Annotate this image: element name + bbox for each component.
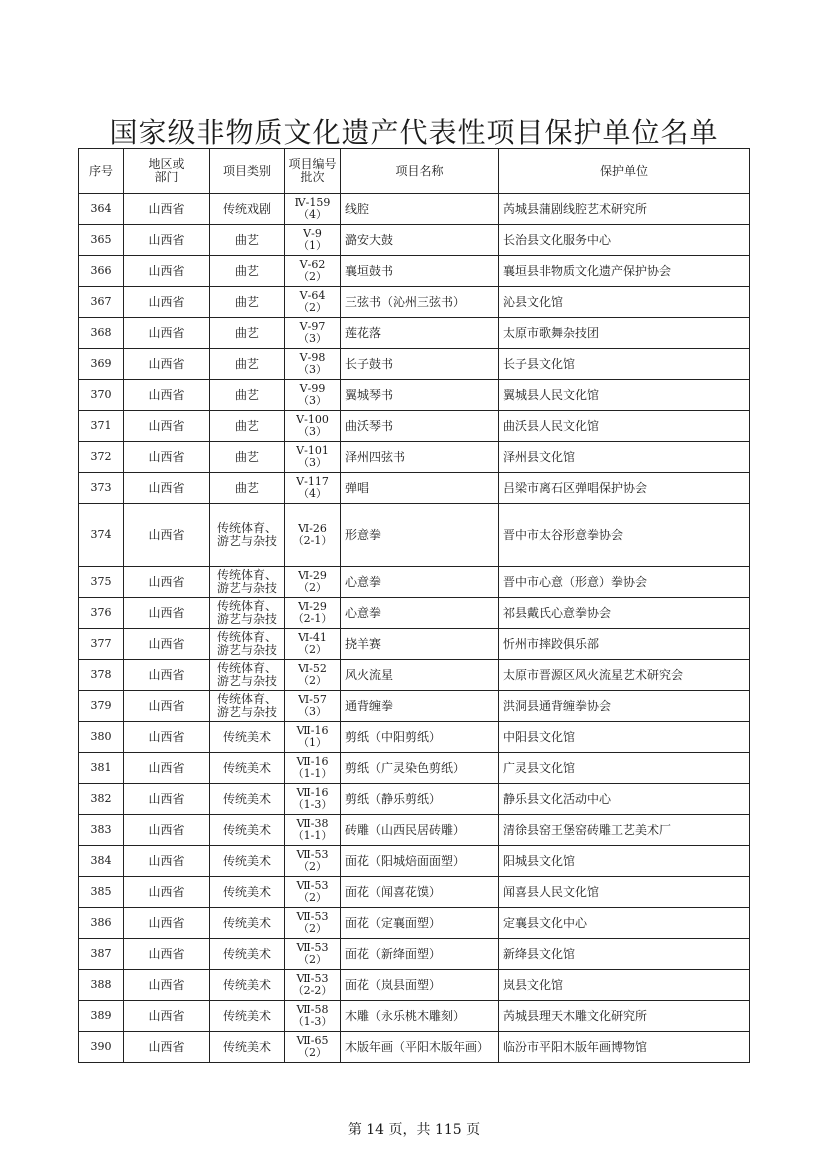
cell-category bbox=[210, 411, 285, 442]
cell-code bbox=[285, 1001, 341, 1032]
cell-seq: 381 bbox=[79, 753, 124, 784]
cell-code-number: Ⅴ-64 bbox=[299, 289, 326, 302]
cell-region: 山西省 bbox=[124, 380, 210, 411]
cell-seq: 377 bbox=[79, 629, 124, 660]
cell-unit: 祁县戴氏心意拳协会 bbox=[499, 598, 750, 629]
cell-code-number: Ⅶ-53 bbox=[296, 848, 329, 861]
table-row bbox=[79, 504, 750, 567]
cell-category bbox=[210, 691, 285, 722]
cell-category bbox=[210, 1001, 285, 1032]
cell-category-line1: 传统美术 bbox=[222, 1008, 271, 1023]
cell-code bbox=[285, 815, 341, 846]
heritage-table bbox=[78, 148, 750, 1063]
cell-code-batch: （1） bbox=[298, 736, 327, 749]
cell-category-line1: 曲艺 bbox=[234, 480, 259, 495]
cell-unit: 中阳县文化馆 bbox=[499, 722, 750, 753]
cell-category-line2: 游艺与杂技 bbox=[216, 674, 277, 688]
cell-name: 襄垣鼓书 bbox=[341, 256, 499, 287]
cell-code-batch: （2） bbox=[298, 270, 327, 283]
cell-code-number: Ⅶ-65 bbox=[296, 1034, 329, 1047]
cell-category bbox=[210, 1032, 285, 1063]
cell-category-line1: 传统体育、 bbox=[216, 630, 277, 644]
cell-code bbox=[285, 939, 341, 970]
cell-code-batch: （2） bbox=[298, 1046, 327, 1059]
cell-code-number: Ⅴ-100 bbox=[296, 413, 329, 426]
cell-category-line1: 传统体育、 bbox=[216, 692, 277, 706]
cell-category bbox=[210, 567, 285, 598]
cell-unit: 清徐县窑王堡窑砖雕工艺美术厂 bbox=[499, 815, 750, 846]
cell-category bbox=[210, 908, 285, 939]
cell-region: 山西省 bbox=[124, 970, 210, 1001]
cell-category-line2: 游艺与杂技 bbox=[216, 534, 277, 548]
cell-code-number: Ⅴ-101 bbox=[296, 444, 329, 457]
table-row bbox=[79, 256, 750, 287]
cell-region: 山西省 bbox=[124, 411, 210, 442]
cell-unit: 芮城县蒲剧线腔艺术研究所 bbox=[499, 194, 750, 225]
cell-code-batch: （3） bbox=[298, 332, 327, 345]
cell-category-line1: 传统美术 bbox=[222, 977, 271, 992]
cell-region: 山西省 bbox=[124, 442, 210, 473]
cell-code bbox=[285, 753, 341, 784]
header-code-line2: 批次 bbox=[300, 170, 325, 184]
cell-region: 山西省 bbox=[124, 691, 210, 722]
cell-category-line1: 传统体育、 bbox=[216, 521, 277, 535]
cell-name: 挠羊赛 bbox=[341, 629, 499, 660]
cell-unit: 芮城县理天木雕文化研究所 bbox=[499, 1001, 750, 1032]
cell-code bbox=[285, 442, 341, 473]
cell-category-line1: 传统体育、 bbox=[216, 661, 277, 675]
cell-region: 山西省 bbox=[124, 194, 210, 225]
cell-category bbox=[210, 194, 285, 225]
table-row bbox=[79, 1001, 750, 1032]
cell-unit: 长治县文化服务中心 bbox=[499, 225, 750, 256]
cell-seq: 365 bbox=[79, 225, 124, 256]
cell-seq: 369 bbox=[79, 349, 124, 380]
cell-seq: 378 bbox=[79, 660, 124, 691]
cell-code-batch: （1-1） bbox=[292, 767, 333, 780]
table-row bbox=[79, 722, 750, 753]
cell-unit: 太原市晋源区风火流星艺术研究会 bbox=[499, 660, 750, 691]
cell-unit: 定襄县文化中心 bbox=[499, 908, 750, 939]
cell-code bbox=[285, 691, 341, 722]
cell-unit: 太原市歌舞杂技团 bbox=[499, 318, 750, 349]
cell-code-number: Ⅶ-16 bbox=[296, 786, 329, 799]
cell-category bbox=[210, 722, 285, 753]
table-row bbox=[79, 784, 750, 815]
cell-region: 山西省 bbox=[124, 660, 210, 691]
cell-seq: 371 bbox=[79, 411, 124, 442]
page-footer: 第 14 页，共 115 页 bbox=[347, 1122, 481, 1138]
cell-code-batch: （4） bbox=[298, 208, 327, 221]
cell-category-line1: 曲艺 bbox=[234, 294, 259, 309]
cell-region: 山西省 bbox=[124, 567, 210, 598]
cell-seq: 368 bbox=[79, 318, 124, 349]
table-row bbox=[79, 660, 750, 691]
cell-code-batch: （2-2） bbox=[292, 984, 333, 997]
cell-category-line1: 传统美术 bbox=[222, 1039, 271, 1054]
cell-category-line2: 游艺与杂技 bbox=[216, 581, 277, 595]
cell-code bbox=[285, 194, 341, 225]
cell-unit: 闻喜县人民文化馆 bbox=[499, 877, 750, 908]
cell-region: 山西省 bbox=[124, 225, 210, 256]
cell-code-batch: （3） bbox=[298, 456, 327, 469]
cell-name: 剪纸（广灵染色剪纸） bbox=[341, 753, 499, 784]
cell-code-batch: （2） bbox=[298, 674, 327, 687]
cell-name: 剪纸（静乐剪纸） bbox=[341, 784, 499, 815]
cell-code-batch: （2） bbox=[298, 643, 327, 656]
cell-seq: 375 bbox=[79, 567, 124, 598]
cell-code-batch: （2） bbox=[298, 301, 327, 314]
table-row bbox=[79, 939, 750, 970]
cell-category-line1: 曲艺 bbox=[234, 387, 259, 402]
cell-code-batch: （1-3） bbox=[292, 1015, 333, 1028]
cell-name: 面花（闻喜花馍） bbox=[341, 877, 499, 908]
cell-code-batch: （4） bbox=[298, 487, 327, 500]
cell-unit: 静乐县文化活动中心 bbox=[499, 784, 750, 815]
cell-category bbox=[210, 753, 285, 784]
cell-category-line1: 传统美术 bbox=[222, 915, 271, 930]
cell-code bbox=[285, 473, 341, 504]
cell-code bbox=[285, 504, 341, 567]
cell-code-number: Ⅶ-53 bbox=[296, 879, 329, 892]
cell-seq: 387 bbox=[79, 939, 124, 970]
cell-category-line1: 传统美术 bbox=[222, 791, 271, 806]
table-row bbox=[79, 815, 750, 846]
cell-code-number: Ⅴ-98 bbox=[299, 351, 326, 364]
cell-category-line1: 曲艺 bbox=[234, 325, 259, 340]
cell-code-number: Ⅵ-52 bbox=[298, 662, 327, 675]
cell-unit: 新绛县文化馆 bbox=[499, 939, 750, 970]
cell-category bbox=[210, 504, 285, 567]
cell-unit: 晋中市心意（形意）拳协会 bbox=[499, 567, 750, 598]
cell-seq: 364 bbox=[79, 194, 124, 225]
cell-unit: 临汾市平阳木版年画博物馆 bbox=[499, 1032, 750, 1063]
cell-category-line2: 游艺与杂技 bbox=[216, 612, 277, 626]
cell-unit: 晋中市太谷形意拳协会 bbox=[499, 504, 750, 567]
cell-code bbox=[285, 784, 341, 815]
table-row bbox=[79, 1032, 750, 1063]
header-unit: 保护单位 bbox=[499, 149, 750, 194]
cell-seq: 389 bbox=[79, 1001, 124, 1032]
table-row bbox=[79, 908, 750, 939]
cell-region: 山西省 bbox=[124, 473, 210, 504]
cell-seq: 380 bbox=[79, 722, 124, 753]
cell-unit: 长子县文化馆 bbox=[499, 349, 750, 380]
cell-name: 线腔 bbox=[341, 194, 499, 225]
cell-name: 心意拳 bbox=[341, 567, 499, 598]
cell-unit: 沁县文化馆 bbox=[499, 287, 750, 318]
cell-code bbox=[285, 225, 341, 256]
cell-code-number: Ⅳ-159 bbox=[294, 196, 331, 209]
cell-seq: 367 bbox=[79, 287, 124, 318]
cell-category bbox=[210, 318, 285, 349]
cell-code-batch: （2） bbox=[298, 953, 327, 966]
cell-unit: 曲沃县人民文化馆 bbox=[499, 411, 750, 442]
cell-region: 山西省 bbox=[124, 629, 210, 660]
cell-name: 木雕（永乐桃木雕刻） bbox=[341, 1001, 499, 1032]
cell-category bbox=[210, 970, 285, 1001]
table-row bbox=[79, 846, 750, 877]
table-row bbox=[79, 629, 750, 660]
cell-code-number: Ⅵ-29 bbox=[298, 569, 327, 582]
header-code-line1: 项目编号 bbox=[288, 157, 337, 171]
table-row bbox=[79, 287, 750, 318]
cell-category-line1: 曲艺 bbox=[234, 449, 259, 464]
cell-name: 莲花落 bbox=[341, 318, 499, 349]
header-region bbox=[124, 149, 210, 194]
cell-name: 三弦书（沁州三弦书） bbox=[341, 287, 499, 318]
header-seq: 序号 bbox=[79, 149, 124, 194]
cell-seq: 372 bbox=[79, 442, 124, 473]
cell-category bbox=[210, 442, 285, 473]
cell-seq: 370 bbox=[79, 380, 124, 411]
cell-code-number: Ⅶ-53 bbox=[296, 972, 329, 985]
cell-code-batch: （3） bbox=[298, 394, 327, 407]
cell-category-line1: 传统体育、 bbox=[216, 568, 277, 582]
cell-code bbox=[285, 1032, 341, 1063]
table-row bbox=[79, 753, 750, 784]
table-row bbox=[79, 473, 750, 504]
cell-code-number: Ⅵ-41 bbox=[298, 631, 327, 644]
cell-category bbox=[210, 380, 285, 411]
cell-region: 山西省 bbox=[124, 287, 210, 318]
cell-unit: 翼城县人民文化馆 bbox=[499, 380, 750, 411]
header-region-line1: 地区或 bbox=[148, 157, 185, 171]
cell-code-number: Ⅶ-38 bbox=[296, 817, 329, 830]
cell-unit: 忻州市摔跤俱乐部 bbox=[499, 629, 750, 660]
cell-region: 山西省 bbox=[124, 846, 210, 877]
cell-category-line1: 传统戏剧 bbox=[222, 201, 271, 216]
cell-name: 翼城琴书 bbox=[341, 380, 499, 411]
cell-name: 面花（岚县面塑） bbox=[341, 970, 499, 1001]
cell-unit: 岚县文化馆 bbox=[499, 970, 750, 1001]
table-row bbox=[79, 318, 750, 349]
header-name: 项目名称 bbox=[341, 149, 499, 194]
cell-category-line2: 游艺与杂技 bbox=[216, 705, 277, 719]
header-region-line2: 部门 bbox=[154, 170, 179, 184]
cell-name: 形意拳 bbox=[341, 504, 499, 567]
cell-name: 木版年画（平阳木版年画） bbox=[341, 1032, 499, 1063]
cell-region: 山西省 bbox=[124, 815, 210, 846]
cell-category-line1: 传统美术 bbox=[222, 760, 271, 775]
cell-category-line1: 传统美术 bbox=[222, 822, 271, 837]
cell-code bbox=[285, 411, 341, 442]
cell-region: 山西省 bbox=[124, 1001, 210, 1032]
table-row bbox=[79, 970, 750, 1001]
table-row bbox=[79, 349, 750, 380]
cell-seq: 376 bbox=[79, 598, 124, 629]
header-code bbox=[285, 149, 341, 194]
cell-code-batch: （2） bbox=[298, 860, 327, 873]
cell-category bbox=[210, 815, 285, 846]
cell-name: 弹唱 bbox=[341, 473, 499, 504]
cell-code bbox=[285, 598, 341, 629]
cell-category bbox=[210, 473, 285, 504]
cell-code-batch: （2-1） bbox=[292, 612, 333, 625]
cell-code-number: Ⅶ-53 bbox=[296, 910, 329, 923]
cell-region: 山西省 bbox=[124, 939, 210, 970]
cell-category-line1: 曲艺 bbox=[234, 232, 259, 247]
cell-seq: 379 bbox=[79, 691, 124, 722]
cell-seq: 386 bbox=[79, 908, 124, 939]
cell-category bbox=[210, 846, 285, 877]
cell-name: 心意拳 bbox=[341, 598, 499, 629]
cell-code-number: Ⅴ-99 bbox=[299, 382, 326, 395]
cell-region: 山西省 bbox=[124, 1032, 210, 1063]
cell-code-batch: （3） bbox=[298, 363, 327, 376]
cell-region: 山西省 bbox=[124, 784, 210, 815]
cell-category bbox=[210, 225, 285, 256]
table-row bbox=[79, 877, 750, 908]
page-title: 国家级非物质文化遗产代表性项目保护单位名单 bbox=[109, 115, 719, 149]
cell-seq: 388 bbox=[79, 970, 124, 1001]
cell-category-line1: 传统美术 bbox=[222, 884, 271, 899]
cell-region: 山西省 bbox=[124, 753, 210, 784]
cell-region: 山西省 bbox=[124, 349, 210, 380]
cell-region: 山西省 bbox=[124, 318, 210, 349]
cell-name: 面花（新绛面塑） bbox=[341, 939, 499, 970]
cell-category-line1: 曲艺 bbox=[234, 418, 259, 433]
cell-code-number: Ⅴ-62 bbox=[299, 258, 326, 271]
cell-code-batch: （3） bbox=[298, 705, 327, 718]
cell-category-line1: 曲艺 bbox=[234, 356, 259, 371]
cell-seq: 383 bbox=[79, 815, 124, 846]
cell-code bbox=[285, 318, 341, 349]
cell-seq: 373 bbox=[79, 473, 124, 504]
table-row bbox=[79, 691, 750, 722]
cell-code-number: Ⅴ-117 bbox=[296, 475, 329, 488]
cell-code bbox=[285, 846, 341, 877]
cell-code-batch: （1-1） bbox=[292, 829, 333, 842]
cell-category bbox=[210, 939, 285, 970]
cell-category-line1: 传统美术 bbox=[222, 729, 271, 744]
cell-region: 山西省 bbox=[124, 722, 210, 753]
cell-code bbox=[285, 567, 341, 598]
table-row bbox=[79, 411, 750, 442]
cell-category bbox=[210, 877, 285, 908]
table-row bbox=[79, 442, 750, 473]
cell-unit: 洪洞县通背缠拳协会 bbox=[499, 691, 750, 722]
cell-code-number: Ⅶ-58 bbox=[296, 1003, 329, 1016]
cell-unit: 吕梁市离石区弹唱保护协会 bbox=[499, 473, 750, 504]
cell-code-number: Ⅴ-9 bbox=[303, 227, 322, 240]
cell-code-number: Ⅶ-16 bbox=[296, 724, 329, 737]
cell-code bbox=[285, 877, 341, 908]
cell-code bbox=[285, 629, 341, 660]
cell-name: 泽州四弦书 bbox=[341, 442, 499, 473]
cell-code-batch: （2） bbox=[298, 891, 327, 904]
cell-unit: 广灵县文化馆 bbox=[499, 753, 750, 784]
cell-name: 潞安大鼓 bbox=[341, 225, 499, 256]
table-row bbox=[79, 225, 750, 256]
cell-category bbox=[210, 598, 285, 629]
cell-seq: 374 bbox=[79, 504, 124, 567]
cell-code-number: Ⅵ-29 bbox=[298, 600, 327, 613]
cell-region: 山西省 bbox=[124, 598, 210, 629]
cell-code-batch: （1-3） bbox=[292, 798, 333, 811]
cell-category bbox=[210, 256, 285, 287]
table-row bbox=[79, 380, 750, 411]
cell-code-number: Ⅴ-97 bbox=[299, 320, 326, 333]
cell-category bbox=[210, 349, 285, 380]
cell-seq: 366 bbox=[79, 256, 124, 287]
cell-code bbox=[285, 970, 341, 1001]
cell-seq: 385 bbox=[79, 877, 124, 908]
cell-name: 剪纸（中阳剪纸） bbox=[341, 722, 499, 753]
cell-seq: 382 bbox=[79, 784, 124, 815]
cell-category-line1: 曲艺 bbox=[234, 263, 259, 278]
cell-code-number: Ⅶ-53 bbox=[296, 941, 329, 954]
cell-category-line1: 传统美术 bbox=[222, 946, 271, 961]
cell-name: 曲沃琴书 bbox=[341, 411, 499, 442]
cell-category bbox=[210, 629, 285, 660]
table-header-row bbox=[79, 149, 750, 194]
cell-name: 面花（阳城焙面面塑） bbox=[341, 846, 499, 877]
cell-category bbox=[210, 287, 285, 318]
table-row bbox=[79, 567, 750, 598]
cell-name: 长子鼓书 bbox=[341, 349, 499, 380]
cell-seq: 390 bbox=[79, 1032, 124, 1063]
cell-unit: 阳城县文化馆 bbox=[499, 846, 750, 877]
header-category: 项目类别 bbox=[210, 149, 285, 194]
cell-code-number: Ⅵ-57 bbox=[298, 693, 327, 706]
cell-region: 山西省 bbox=[124, 877, 210, 908]
cell-unit: 襄垣县非物质文化遗产保护协会 bbox=[499, 256, 750, 287]
cell-name: 通背缠拳 bbox=[341, 691, 499, 722]
table-body bbox=[79, 194, 750, 1063]
cell-seq: 384 bbox=[79, 846, 124, 877]
cell-code-batch: （2-1） bbox=[292, 534, 333, 547]
cell-code-batch: （1） bbox=[298, 239, 327, 252]
cell-category bbox=[210, 660, 285, 691]
cell-region: 山西省 bbox=[124, 504, 210, 567]
cell-code bbox=[285, 722, 341, 753]
table-row bbox=[79, 598, 750, 629]
cell-code bbox=[285, 349, 341, 380]
table-row bbox=[79, 194, 750, 225]
cell-region: 山西省 bbox=[124, 256, 210, 287]
cell-code bbox=[285, 908, 341, 939]
cell-code bbox=[285, 380, 341, 411]
cell-code bbox=[285, 287, 341, 318]
cell-code bbox=[285, 660, 341, 691]
cell-name: 风火流星 bbox=[341, 660, 499, 691]
cell-code-batch: （2） bbox=[298, 581, 327, 594]
cell-category bbox=[210, 784, 285, 815]
cell-region: 山西省 bbox=[124, 908, 210, 939]
cell-category-line1: 传统体育、 bbox=[216, 599, 277, 613]
cell-name: 砖雕（山西民居砖雕） bbox=[341, 815, 499, 846]
cell-code bbox=[285, 256, 341, 287]
cell-unit: 泽州县文化馆 bbox=[499, 442, 750, 473]
cell-category-line1: 传统美术 bbox=[222, 853, 271, 868]
cell-code-batch: （2） bbox=[298, 922, 327, 935]
cell-name: 面花（定襄面塑） bbox=[341, 908, 499, 939]
cell-code-number: Ⅶ-16 bbox=[296, 755, 329, 768]
cell-category-line2: 游艺与杂技 bbox=[216, 643, 277, 657]
cell-code-number: Ⅵ-26 bbox=[298, 522, 327, 535]
cell-code-batch: （3） bbox=[298, 425, 327, 438]
